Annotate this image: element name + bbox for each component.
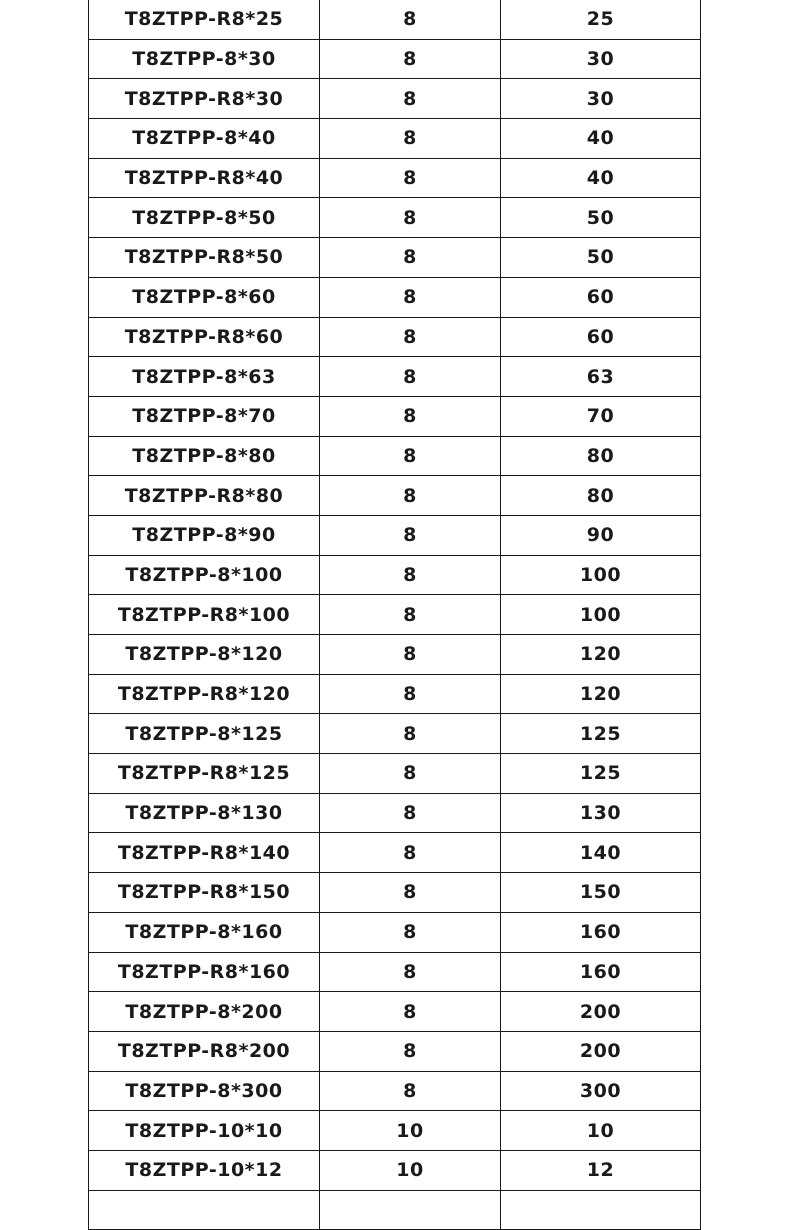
model-cell: T8ZTPP-R8*60 [89,317,320,357]
length-cell: 25 [501,0,701,39]
length-cell: 100 [501,555,701,595]
table-row [89,515,701,555]
table-row [89,1190,701,1230]
diameter-cell: 8 [320,515,501,555]
table-row [89,39,701,79]
length-cell: 130 [501,793,701,833]
diameter-cell: 8 [320,119,501,159]
table-row [89,277,701,317]
table-row [89,674,701,714]
model-cell: T8ZTPP-R8*200 [89,1031,320,1071]
length-cell: 60 [501,277,701,317]
table-row [89,595,701,635]
table-row [89,238,701,278]
table-row [89,79,701,119]
length-cell: 200 [501,1031,701,1071]
table-row [89,0,701,39]
length-cell: 12 [501,1150,701,1190]
length-cell: 140 [501,833,701,873]
length-cell: 120 [501,674,701,714]
model-cell: T8ZTPP-8*30 [89,39,320,79]
model-cell: T8ZTPP-8*125 [89,714,320,754]
diameter-cell: 8 [320,317,501,357]
model-cell: T8ZTPP-R8*50 [89,238,320,278]
diameter-cell: 8 [320,1031,501,1071]
length-cell: 125 [501,754,701,794]
length-cell: 50 [501,238,701,278]
diameter-cell: 8 [320,873,501,913]
table-row [89,357,701,397]
model-cell: T8ZTPP-10*12 [89,1150,320,1190]
model-cell: T8ZTPP-8*63 [89,357,320,397]
diameter-cell: 8 [320,635,501,675]
diameter-cell: 8 [320,992,501,1032]
diameter-cell: 8 [320,1071,501,1111]
model-cell: T8ZTPP-8*50 [89,198,320,238]
table-row [89,992,701,1032]
table-row [89,912,701,952]
diameter-cell: 8 [320,39,501,79]
table-row [89,833,701,873]
model-cell: T8ZTPP-R8*80 [89,476,320,516]
diameter-cell: 8 [320,436,501,476]
model-cell: T8ZTPP-8*300 [89,1071,320,1111]
length-cell: 40 [501,158,701,198]
diameter-cell: 8 [320,0,501,39]
diameter-cell: 10 [320,1111,501,1151]
table-row [89,952,701,992]
length-cell: 300 [501,1071,701,1111]
model-cell: T8ZTPP-8*70 [89,396,320,436]
model-cell: T8ZTPP-R8*125 [89,754,320,794]
length-cell: 70 [501,396,701,436]
length-cell: 125 [501,714,701,754]
table-row [89,1071,701,1111]
diameter-cell: 8 [320,277,501,317]
length-cell: 30 [501,79,701,119]
model-cell: T8ZTPP-R8*40 [89,158,320,198]
table-row [89,873,701,913]
model-cell: T8ZTPP-8*130 [89,793,320,833]
table-row [89,476,701,516]
table-row [89,1150,701,1190]
model-cell: T8ZTPP-R8*25 [89,0,320,39]
diameter-cell: 8 [320,912,501,952]
model-cell: T8ZTPP-R8*30 [89,79,320,119]
table-row [89,635,701,675]
length-cell: 200 [501,992,701,1032]
length-cell: 40 [501,119,701,159]
length-cell: 10 [501,1111,701,1151]
diameter-cell: 8 [320,238,501,278]
table-row [89,396,701,436]
table-row [89,119,701,159]
model-cell: T8ZTPP-8*100 [89,555,320,595]
diameter-cell: 8 [320,476,501,516]
length-cell: 80 [501,436,701,476]
length-cell [501,1190,701,1230]
table-row [89,754,701,794]
diameter-cell: 8 [320,674,501,714]
length-cell: 80 [501,476,701,516]
model-cell: T8ZTPP-8*60 [89,277,320,317]
table-row [89,158,701,198]
diameter-cell: 8 [320,714,501,754]
model-cell: T8ZTPP-8*160 [89,912,320,952]
diameter-cell: 8 [320,793,501,833]
model-cell: T8ZTPP-R8*100 [89,595,320,635]
table-row [89,714,701,754]
model-cell: T8ZTPP-8*200 [89,992,320,1032]
model-cell: T8ZTPP-8*40 [89,119,320,159]
length-cell: 150 [501,873,701,913]
diameter-cell: 8 [320,833,501,873]
table-row [89,793,701,833]
diameter-cell: 8 [320,198,501,238]
diameter-cell [320,1190,501,1230]
diameter-cell: 8 [320,754,501,794]
table-row [89,436,701,476]
diameter-cell: 8 [320,357,501,397]
diameter-cell: 8 [320,595,501,635]
length-cell: 63 [501,357,701,397]
length-cell: 50 [501,198,701,238]
length-cell: 60 [501,317,701,357]
length-cell: 160 [501,952,701,992]
model-cell: T8ZTPP-R8*150 [89,873,320,913]
diameter-cell: 8 [320,79,501,119]
diameter-cell: 10 [320,1150,501,1190]
model-cell: T8ZTPP-8*120 [89,635,320,675]
diameter-cell: 8 [320,952,501,992]
table-row [89,317,701,357]
model-cell: T8ZTPP-8*90 [89,515,320,555]
model-cell: T8ZTPP-R8*160 [89,952,320,992]
model-cell: T8ZTPP-10*10 [89,1111,320,1151]
length-cell: 120 [501,635,701,675]
model-cell: T8ZTPP-8*80 [89,436,320,476]
diameter-cell: 8 [320,158,501,198]
model-cell: T8ZTPP-R8*140 [89,833,320,873]
model-cell [89,1190,320,1230]
table-row [89,1031,701,1071]
table-row [89,555,701,595]
length-cell: 90 [501,515,701,555]
spec-table [88,0,701,1230]
spec-table-body [89,0,701,1230]
length-cell: 100 [501,595,701,635]
table-row [89,1111,701,1151]
table-row [89,198,701,238]
length-cell: 160 [501,912,701,952]
diameter-cell: 8 [320,555,501,595]
length-cell: 30 [501,39,701,79]
model-cell: T8ZTPP-R8*120 [89,674,320,714]
diameter-cell: 8 [320,396,501,436]
